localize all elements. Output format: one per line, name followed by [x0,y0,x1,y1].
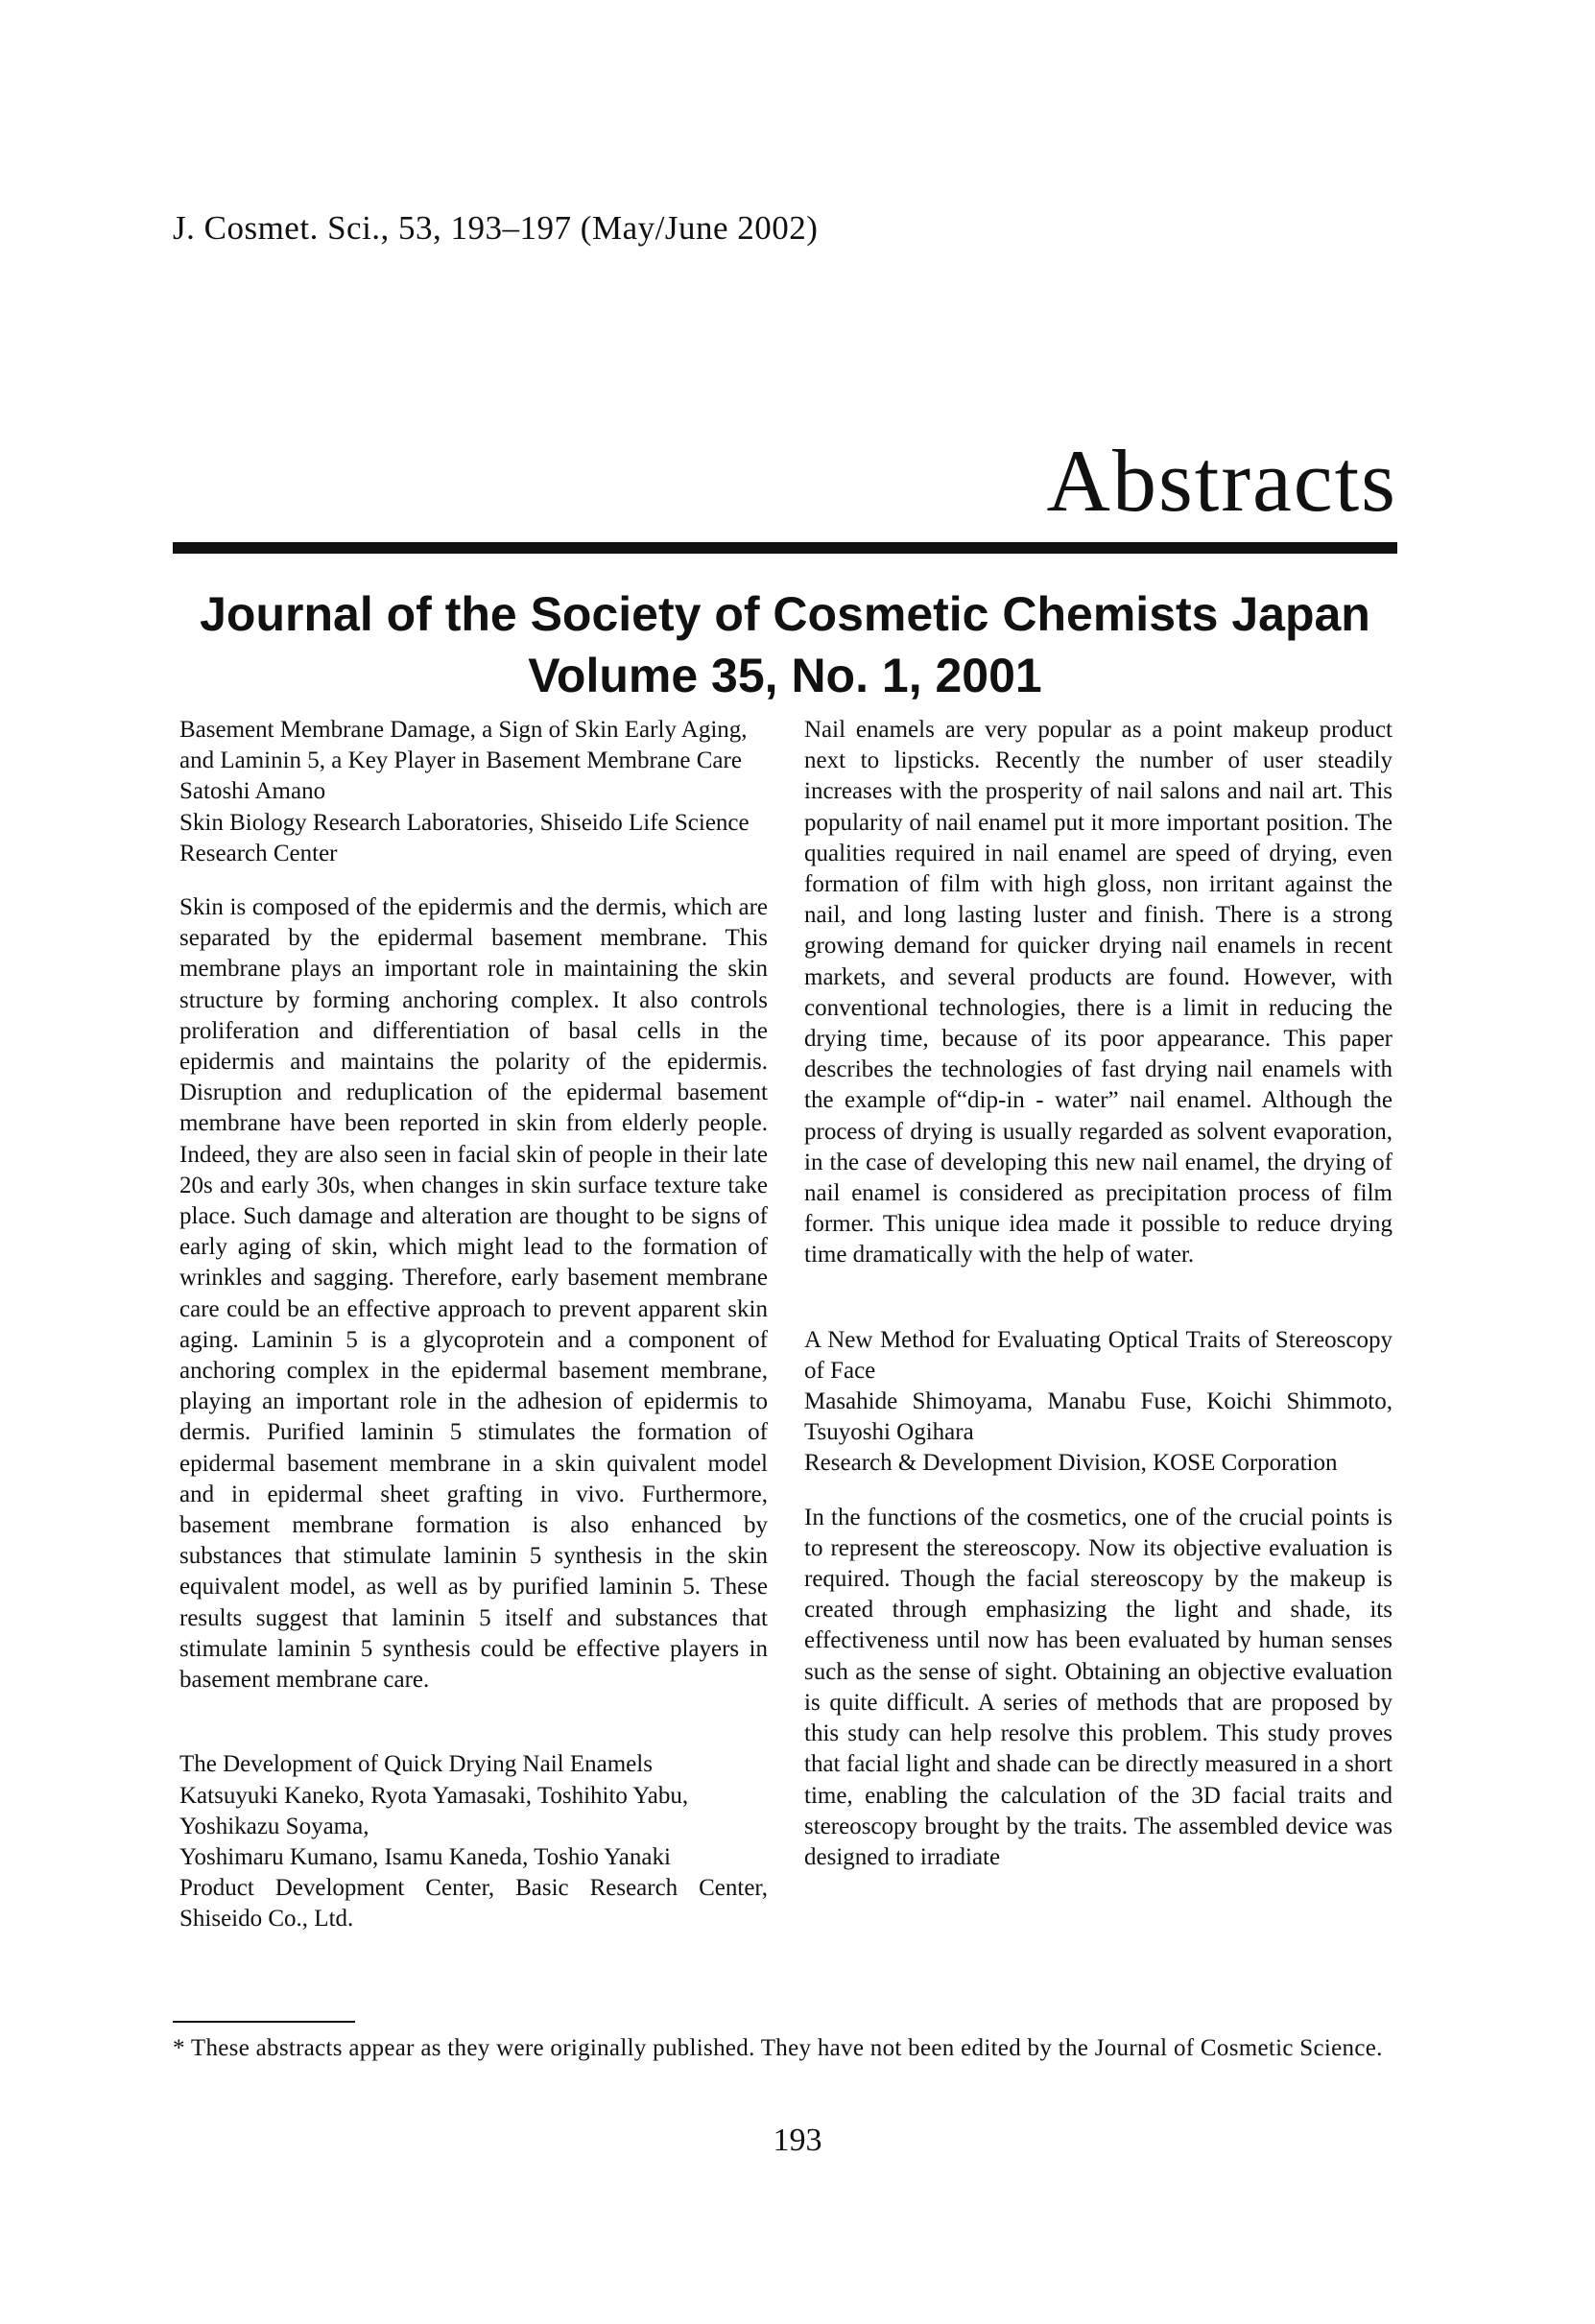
article-2-authors-line1: Katsuyuki Kaneko, Ryota Yamasaki, Toshihito Yabu, Yoshikazu Soyama, [179,1782,689,1839]
article-2-abstract: Nail enamels are very popular as a point makeup product next to lipsticks. Recently the number of user steadily increases with the prosperity of nail salons and nail art. This popularity of nail enamel put it more important position. The qualities required in nail enamel are speed of drying, even formation of film with high gloss, non irritant against the nail, and long lasting luster and finish. There is a strong growing demand for quicker drying nail enamels in recent markets, and several products are found. However, with conventional technologies, there is a limit in reducing the drying time, because of its poor appearance. This paper describes the technologies of fast drying nail enamels with the example of“dip-in - water” nail enamel. Although the process of drying is usually regarded as solvent evaporation, in the case of developing this new nail enamel, the drying of nail enamel is considered as precipitation process of film former. This unique idea made it possible to reduce drying time dramatically with the help of water. [804,717,1393,1269]
article-3-abstract: In the functions of the cosmetics, one of the crucial points is to represent the stereoscopy. Now its objective evaluation is required. Though the facial stereoscopy by the makeup is created through emphasizing the light and shade, its effectiveness until now has been evaluated by human senses such as the sense of sight. Obtaining an objective evaluation is quite difficult. A series of methods that are proposed by this study can help resolve this problem. This study proves that facial light and shade can be directly measured in a short time, enabling the calculation of the 3D facial traits and stereoscopy brought by the traits. The assembled device was designed to irradiate [804,1504,1393,1870]
spacer [179,869,768,892]
spacer [179,1696,768,1749]
spacer [804,1480,1393,1503]
page-number: 193 [773,2122,822,2158]
article-1-authors: Satoshi Amano [179,778,326,805]
title-rule [173,542,1397,554]
article-1-abstract: Skin is composed of the epidermis and the dermis, which are separated by the epidermal basement membrane. This membrane plays an important role in maintaining the skin structure by forming anchoring complex. It also controls proliferation and differentiation of basal cells in the epidermis and maintains the polarity of the epidermis. Disruption and reduplication of the epidermal basement membrane have been reported in skin from elderly people. Indeed, they are also seen in facial skin of people in their late 20s and early 30s, when changes in skin surface texture take place. Such damage and alteration are thought to be signs of early aging of skin, which might lead to the formation of wrinkles and sagging. Therefore, early basement membrane care could be an effective approach to prevent apparent skin aging. Laminin 5 is a glycoprotein and a component of anchoring complex in the epidermal basement membrane, playing an important role in the adhesion of epidermis to dermis. Purified laminin 5 stimulates the formation of epidermal basement membrane in a skin quivalent model and in epidermal sheet grafting in vivo. Furthermore, basement membrane formation is also enhanced by substances that stimulate laminin 5 synthesis in the skin equivalent model, as well as by purified laminin 5. These results suggest that laminin 5 itself and substances that stimulate laminin 5 synthesis could be effective players in basement membrane care. [179,894,768,1694]
article-3-authors: Masahide Shimoyama, Manabu Fuse, Koichi Shimmoto, Tsuyoshi Ogihara [804,1388,1393,1446]
journal-heading-line1: Journal of the Society of Cosmetic Chemists Japan [200,587,1370,641]
journal-heading [173,583,1397,706]
spacer [804,1271,1393,1325]
left-column [179,715,768,1935]
article-1-affiliation: Skin Biology Research Laboratories, Shiseido Life Science Research Center [179,809,750,866]
article-2-title: The Development of Quick Drying Nail Enamels [179,1751,653,1778]
article-1-title: Basement Membrane Damage, a Sign of Skin Early Aging, and Laminin 5, a Key Player in Basement Membrane Care [179,717,748,774]
right-column [804,715,1393,1873]
article-3-title: A New Method for Evaluating Optical Traits of Stereoscopy of Face [804,1326,1393,1384]
footnote-rule [173,2021,355,2023]
article-2-authors-line2: Yoshimaru Kumano, Isamu Kaneda, Toshio Yanaki [179,1843,671,1870]
article-2-affiliation: Product Development Center, Basic Research Center, Shiseido Co., Ltd. [179,1875,768,1933]
footnote: * These abstracts appear as they were originally published. They have not been edited by the Journal of Cosmetic Science. [173,2035,1383,2061]
journal-heading-line2: Volume 35, No. 1, 2001 [528,649,1042,702]
citation: J. Cosmet. Sci., 53, 193–197 (May/June 2002) [173,209,819,247]
section-title: Abstracts [1046,432,1397,530]
article-3-affiliation: Research & Development Division, KOSE Corporation [804,1450,1338,1477]
